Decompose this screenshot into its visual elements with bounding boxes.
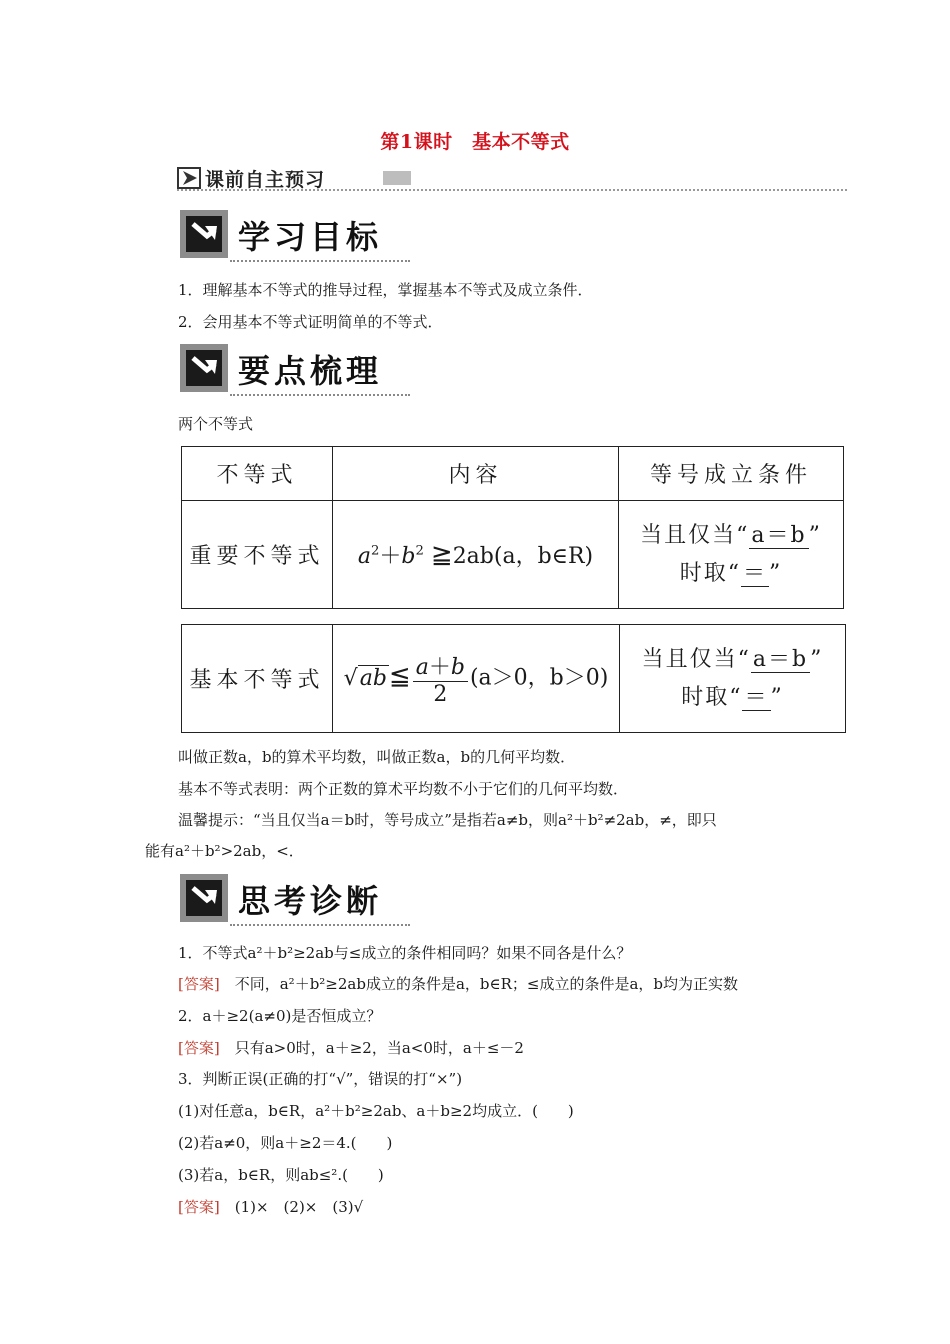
equality-condition: 当且仅当“a＝b” 时取“＝” — [620, 625, 846, 733]
answer-line — [178, 1038, 524, 1058]
section-title: 学习目标 — [238, 218, 383, 256]
answer-text: 不同，a²＋b²≥2ab成立的条件是a，b∈R；≤成立的条件是a，b均为正实数 — [234, 975, 739, 993]
question: 3．判断正误(正确的打“√”，错误的打“×”) — [178, 1070, 463, 1088]
goal-item: 2．会用基本不等式证明简单的不等式． — [178, 313, 443, 331]
basic-inequality-table — [181, 624, 846, 733]
question: 1．不等式a²＋b²≥2ab与≤成立的条件相同吗？如果不同各是什么？ — [178, 944, 632, 962]
formula-tail: (a＞0，b＞0) — [469, 665, 609, 691]
ineq-name: 重要不等式 — [182, 501, 333, 609]
section-banner — [177, 165, 847, 191]
chevron-icon — [177, 167, 201, 189]
sub-question: (3)若a，b∈R，则ab≤².( ) — [178, 1166, 384, 1184]
banner-divider — [177, 189, 847, 191]
inequality-table — [181, 446, 844, 609]
question: 2．a＋≥2(a≠0)是否恒成立？ — [178, 1007, 382, 1025]
ineq-formula: √ab≦ $\frac{a+b}{2}$ (a＞0，b＞0) — [333, 625, 620, 733]
ineq-name: 基本不等式 — [182, 625, 333, 733]
answer-text: (1)× (2)× (3)√ — [234, 1198, 364, 1216]
header-cell: 内容 — [333, 447, 619, 501]
ineq-formula: $a^2+b^2$ ≧2ab(a，b∈R) — [333, 501, 619, 609]
two-inequalities-label: 两个不等式 — [178, 415, 254, 433]
answer-label: [答案] — [178, 1039, 220, 1057]
note-line: 叫做正数a，b的算术平均数，叫做正数a，b的几何平均数． — [178, 748, 576, 766]
section-points-header — [180, 344, 410, 396]
section-goals-header — [180, 210, 410, 262]
header-cell: 不等式 — [182, 447, 333, 501]
answer-label: [答案] — [178, 975, 220, 993]
section-think-header — [180, 874, 410, 926]
goal-item: 1．理解基本不等式的推导过程，掌握基本不等式及成立条件． — [178, 281, 593, 299]
equality-condition: 当且仅当“a＝b” 时取“＝” — [619, 501, 844, 609]
section-title: 思考诊断 — [238, 882, 383, 920]
note-line: 能有a²＋b²>2ab，<． — [145, 842, 304, 860]
arrow-icon — [180, 210, 228, 258]
arrow-icon — [180, 874, 228, 922]
section-title: 要点梳理 — [238, 352, 383, 390]
answer-line — [178, 974, 738, 994]
banner-text: 课前自主预习 — [205, 169, 326, 191]
answer-label: [答案] — [178, 1198, 220, 1216]
answer-line — [178, 1197, 363, 1217]
sub-question: (2)若a≠0，则a＋≥2＝4.( ) — [178, 1134, 393, 1152]
arrow-icon — [180, 344, 228, 392]
banner-block — [383, 171, 411, 185]
formula-tail: 2ab(a，b∈R) — [452, 544, 594, 569]
page-title: 第1课时 基本不等式 — [380, 131, 570, 153]
sub-question: (1)对任意a，b∈R，a²＋b²≥2ab、a＋b≥2均成立．( ) — [178, 1102, 574, 1120]
note-line: 基本不等式表明：两个正数的算术平均数不小于它们的几何平均数． — [178, 780, 629, 798]
answer-text: 只有a>0时，a＋≥2，当a<0时，a＋≤－2 — [234, 1039, 524, 1057]
header-cell: 等号成立条件 — [619, 447, 844, 501]
note-line: 温馨提示：“当且仅当a＝b时，等号成立”是指若a≠b，则a²＋b²≠2ab，≠，即只 — [178, 811, 717, 829]
